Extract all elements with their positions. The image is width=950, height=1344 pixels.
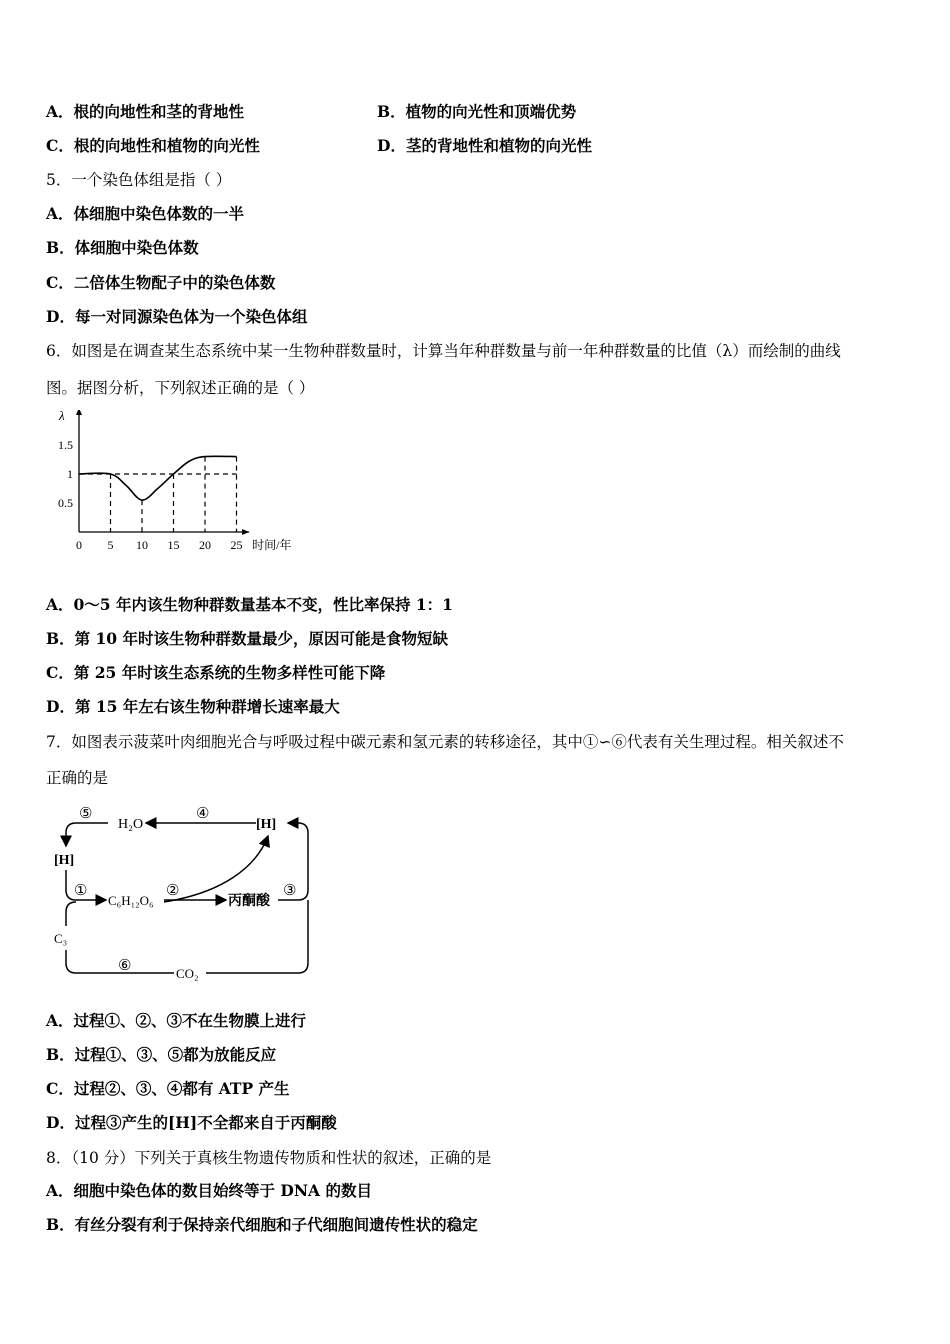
q6-option-d: D．第 15 年左右该生物种群增长速率最大 — [46, 697, 340, 716]
q4-option-c: C．根的向地性和植物的向光性 — [46, 136, 260, 155]
label-h-top: [H] — [256, 817, 277, 832]
label-n2: ② — [166, 883, 180, 899]
x-tick-label: 20 — [199, 538, 211, 552]
q8-stem: 8．（10 分）下列关于真核生物遗传物质和性状的叙述，正确的是 — [46, 1149, 492, 1167]
q5-stem: 5．一个染色体组是指（ ） — [46, 171, 232, 189]
x-axis-label: 时间/年 — [252, 538, 292, 552]
arrow-2-to-h — [164, 836, 268, 902]
y-axis-label: λ — [59, 410, 65, 423]
x-tick-label: 15 — [167, 538, 180, 552]
arrow-co2 — [206, 900, 308, 973]
q7-option-c: C．过程②、③、④都有 ATP 产生 — [46, 1079, 290, 1098]
y-axis-arrow — [76, 410, 82, 415]
q7-option-a: A．过程①、②、③不在生物膜上进行 — [46, 1011, 307, 1030]
label-n3: ③ — [283, 883, 297, 899]
y-tick-label: 1 — [67, 467, 73, 481]
q5-option-d: D．每一对同源染色体为一个染色体组 — [46, 307, 308, 326]
x-tick-label: 10 — [136, 538, 148, 552]
x-tick-label: 25 — [230, 538, 243, 552]
q5-option-a: A．体细胞中染色体数的一半 — [46, 204, 245, 223]
q6-stem-line2: 图。据图分析，下列叙述正确的是（ ） — [46, 379, 315, 397]
q4-option-b: B．植物的向光性和顶端优势 — [377, 102, 577, 121]
label-glucose: C₆H₁₂O₆ — [108, 893, 154, 908]
q4-option-a: A．根的向地性和茎的背地性 — [46, 102, 245, 121]
x-tick-label: 5 — [107, 538, 114, 552]
q6-stem-line1: 6．如图是在调查某生态系统中某一生物种群数量时，计算当年种群数量与前一年种群数量的比值（λ）而绘制的曲线 — [46, 342, 841, 360]
q7-option-b: B．过程①、③、⑤都为放能反应 — [46, 1045, 277, 1064]
label-n1: ① — [74, 883, 88, 899]
q5-option-b: B．体细胞中染色体数 — [46, 238, 199, 257]
arrow-5 — [66, 823, 108, 846]
label-pyruvate: 丙酮酸 — [228, 894, 270, 909]
label-c3: C₃ — [54, 931, 68, 946]
q5-option-c: C．二倍体生物配子中的染色体数 — [46, 273, 276, 292]
q7-option-d: D．过程③产生的[H]不全都来自于丙酮酸 — [46, 1113, 337, 1132]
q4-option-d: D．茎的背地性和植物的向光性 — [377, 136, 592, 155]
label-n4: ④ — [196, 806, 210, 822]
y-tick-label: 1.5 — [58, 438, 73, 452]
q6-option-a: A．0～5 年内该生物种群数量基本不变，性比率保持 1：1 — [46, 595, 453, 614]
x-tick-label: 0 — [76, 538, 82, 552]
lambda-line-chart — [46, 410, 316, 560]
label-h-left: [H] — [54, 853, 75, 868]
q6-option-b: B．第 10 年时该生物种群数量最少，原因可能是食物短缺 — [46, 629, 448, 648]
q7-stem-line2: 正确的是 — [46, 769, 109, 787]
y-tick-label: 0.5 — [58, 496, 73, 510]
label-n6: ⑥ — [118, 958, 132, 974]
label-co2: CO₂ — [176, 966, 199, 981]
q7-stem-line1: 7．如图表示菠菜叶肉细胞光合与呼吸过程中碳元素和氢元素的转移途径，其中①∽⑥代表有关生理过程。相关叙述不 — [46, 733, 844, 751]
label-n5: ⑤ — [79, 806, 93, 822]
arrow-c3-up — [66, 902, 76, 926]
label-h2o: H₂O — [118, 817, 144, 832]
q8-option-b: B．有丝分裂有利于保持亲代细胞和子代细胞间遗传性状的稳定 — [46, 1215, 478, 1234]
carbon-hydrogen-transfer-diagram — [46, 798, 326, 993]
series-lambda-line — [79, 456, 237, 500]
q8-option-a: A．细胞中染色体的数目始终等于 DNA 的数目 — [46, 1181, 372, 1200]
q6-option-c: C．第 25 年时该生态系统的生物多样性可能下降 — [46, 663, 386, 682]
x-axis-arrow — [242, 529, 249, 535]
